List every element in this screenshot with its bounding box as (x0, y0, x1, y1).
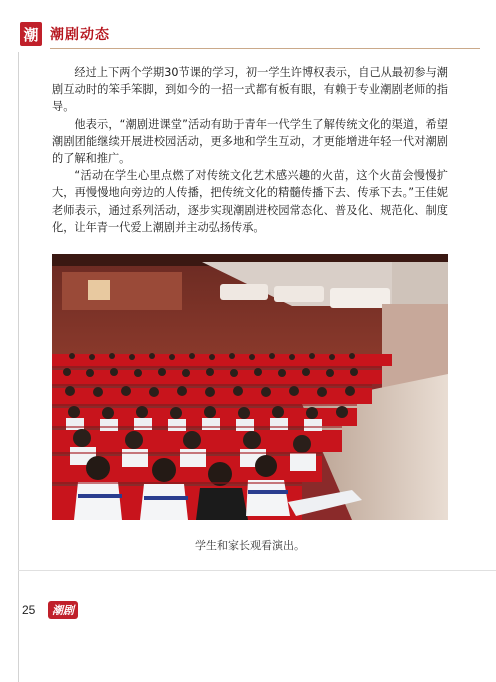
article-paragraph-1: 经过上下两个学期30节课的学习，初一学生许博权表示，自己从最初参与潮剧互动时的笨手笨脚，到如今的一招一式都有板有眼，有赖于专业潮剧老师的指导。 (52, 66, 448, 114)
section-title: 潮剧动态 (50, 27, 110, 43)
page-number: 25 (22, 603, 36, 617)
audience-photo (52, 254, 448, 520)
photo-caption: 学生和家长观看演出。 (195, 539, 305, 552)
left-margin-rule (18, 52, 19, 682)
article-body (52, 64, 448, 236)
section-header (20, 22, 470, 54)
article-paragraph-3: “活动在学生心里点燃了对传统文化艺术感兴趣的火苗，这个火苗会慢慢扩大，再慢慢地向旁边的人传播，把传统文化的精髓传播下去、传承下去。”王佳妮老师表示，通过系列活动，逐步实现潮剧进校园常态化、普及化、规范化、制度化，让年青一代爱上潮剧并主动弘扬传承。 (52, 169, 448, 234)
header-rule (50, 48, 480, 49)
section-seal-icon (20, 22, 42, 46)
article-paragraph-2: 他表示，“潮剧进课堂”活动有助于青年一代学生了解传统文化的渠道，希望潮剧团能继续开展进校园活动，更多地和学生互动，才更能增进年轻一代对潮剧的了解和推广。 (52, 117, 448, 166)
footer-rule (18, 570, 496, 571)
footer-logo (48, 601, 78, 619)
footer-logo-text: 潮剧 (52, 604, 74, 617)
section-seal-char: 潮 (23, 25, 39, 44)
audience-photo-illustration (52, 254, 448, 520)
